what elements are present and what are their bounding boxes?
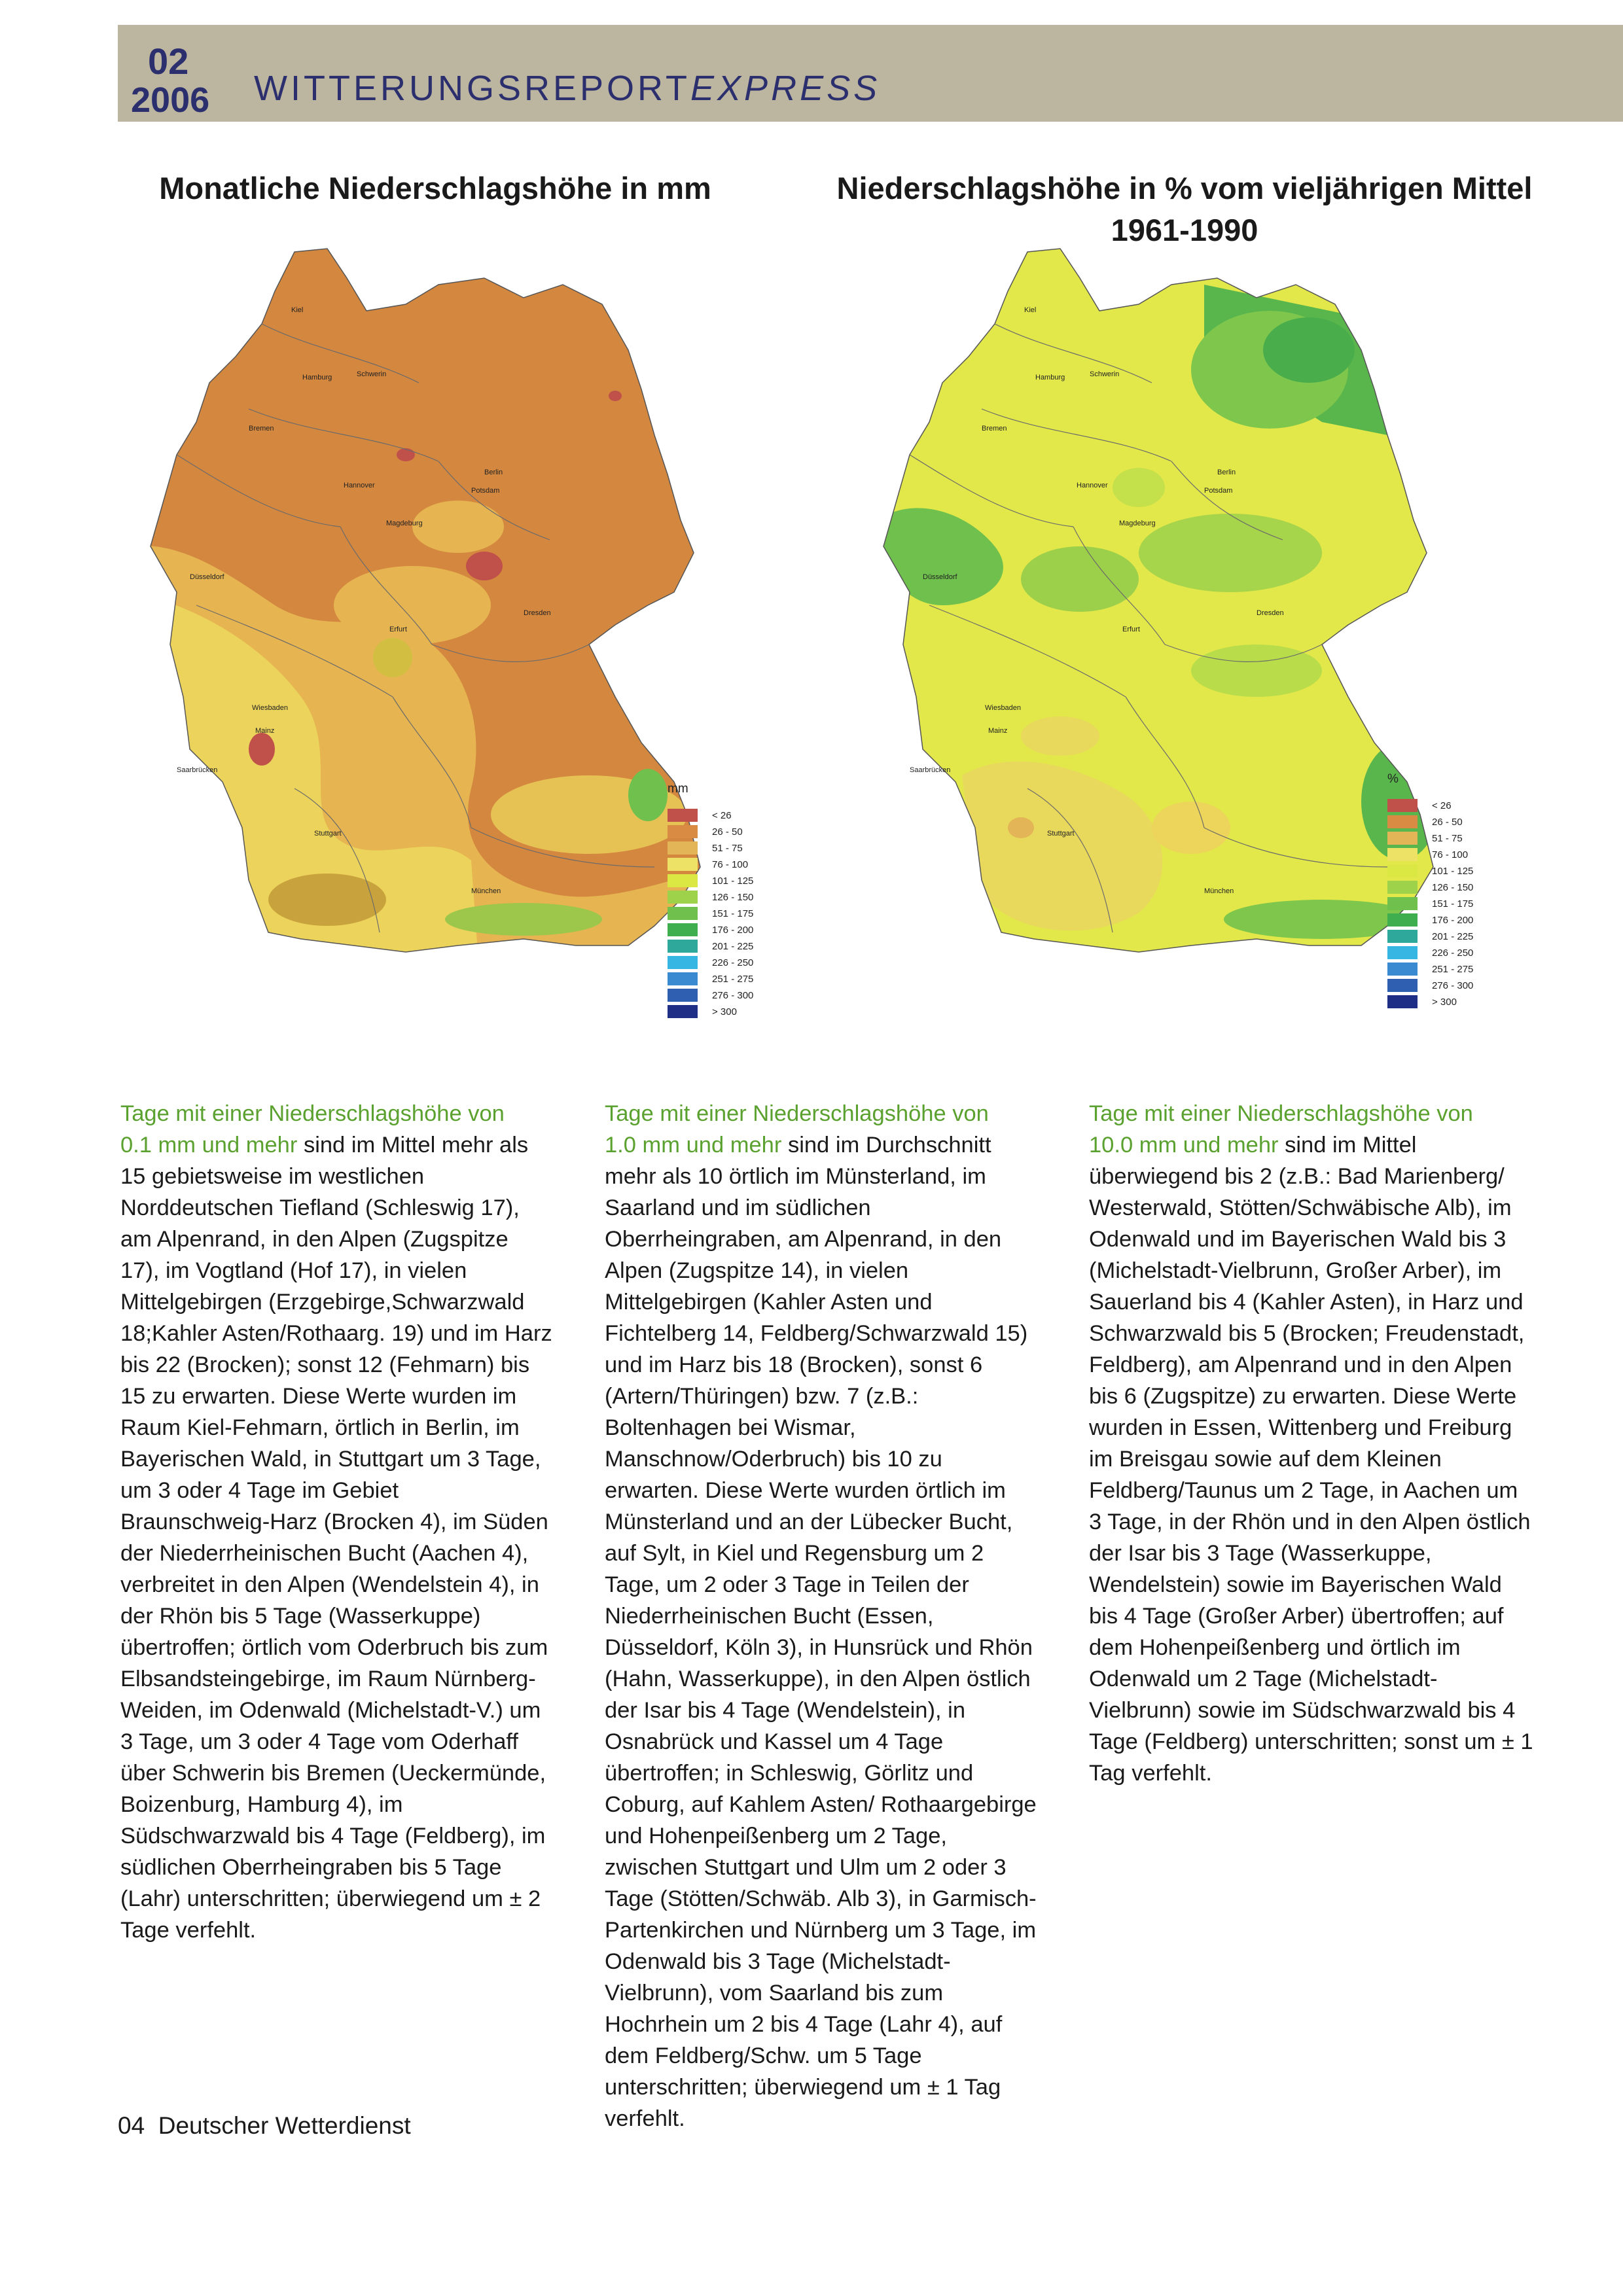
legend-mm [668, 782, 766, 1044]
legend-item [1387, 995, 1457, 1009]
legend-item [1387, 847, 1468, 862]
legend-swatch [668, 825, 698, 838]
column-heading-threshold: 0.1 mm und mehr [120, 1133, 298, 1157]
city-label: Stuttgart [314, 830, 342, 838]
publisher-name: Deutscher Wetterdienst [158, 2112, 411, 2139]
city-label: Potsdam [1204, 487, 1233, 495]
page-footer [118, 2112, 411, 2140]
city-label: Hamburg [1035, 374, 1065, 381]
legend-label: 276 - 300 [712, 989, 754, 1001]
issue-number: 02 [148, 41, 189, 82]
legend-swatch [1387, 799, 1418, 812]
column-body: sind im Durchschnitt mehr als 10 örtlich im Münsterland, im Saarland und im südlichen Oberrheingraben, am Alpenrand, in den Alpen (Zugspitze 14), in vielen Mittelgebirgen (Kahler Asten und Fichtelberg 14, Feldberg/Schwarzwald 15) und im Harz bis 18 (Brocken), sonst 6 (Artern/Thüringen) bzw. 7 (z.B.: Boltenhagen bei Wismar, Manschnow/Oderbruch) bis 10 zu erwarten. Diese Werte wurden örtlich im Münsterland und an der Lübecker Bucht, auf Sylt, in Kiel und Regensburg um 2 Tage, um 2 oder 3 Tage in Teilen der Niederrheinischen Bucht (Essen, Düsseldorf, Köln 3), in Hunsrück und Rhön (Hahn, Wasserkuppe), in den Alpen östlich der Isar bis 4 Tage (Wendelstein), in Osnabrück und Kassel um 4 Tage übertroffen; in Schleswig, Görlitz und Coburg, auf Kahlem Asten/ Rothaargebirge und Hohenpeißenberg um 2 Tage, zwischen Stuttgart und Ulm um 2 oder 3 Tage (Stötten/Schwäb. Alb 3), in Garmisch-Partenkirchen und Nürnberg um 3 Tage, im Odenwald bis 3 Tage (Michelstadt-Vielbrunn), vom Saarland bis zum Hochrhein um 2 bis 4 Tage (Lahr 4), auf dem Feldberg/Schw. um 5 Tage unterschritten; überwiegend um ± 1 Tag verfehlt. [605, 1133, 1037, 2131]
legend-swatch [1387, 848, 1418, 861]
city-label: Bremen [982, 425, 1007, 433]
city-label: Düsseldorf [190, 573, 224, 581]
legend-label: 26 - 50 [1432, 816, 1463, 828]
city-label: Wiesbaden [985, 704, 1022, 712]
column-body: sind im Mittel mehr als 15 gebietsweise im westlichen Norddeutschen Tiefland (Schleswig 17), am Alpenrand, in den Alpen (Zugspitze 17), im Vogtland (Hof 17), in vielen Mittelgebirgen (Erzgebirge,Schwarzwald 18;Kahler Asten/Rothaarg. 19) und im Harz bis 22 (Brocken); sonst 12 (Fehmarn) bis 15 zu erwarten. Diese Werte wurden im Raum Kiel-Fehmarn, örtlich in Berlin, im Bayerischen Wald, in Stuttgart um 3 Tage, um 3 oder 4 Tage im Gebiet Braunschweig-Harz (Brocken 4), im Süden der Niederrheinischen Bucht (Aachen 4), verbreitet in den Alpen (Wendelstein 4), in der Rhön bis 5 Tage (Wasserkuppe) übertroffen; örtlich vom Oderbruch bis zum Elbsandsteingebirge, im Raum Nürnberg-Weiden, im Odenwald (Michelstadt-V.) um 3 Tage, um 3 oder 4 Tage vom Oderhaff über Schwerin bis Bremen (Ueckermünde, Boizenburg, Hamburg 4), im Südschwarzwald bis 4 Tage (Feldberg), im südlichen Oberrheingraben bis 5 Tage (Lahr) unterschritten; überwiegend um ± 2 Tage verfehlt. [120, 1133, 552, 1943]
legend-item [668, 988, 753, 1002]
page-number: 04 [118, 2112, 145, 2139]
city-label: Wiesbaden [252, 704, 289, 712]
issue-year: 2006 [131, 80, 210, 120]
legend-label: 101 - 125 [1432, 865, 1474, 877]
legend-swatch [1387, 963, 1418, 976]
column-heading-threshold: 10.0 mm und mehr [1089, 1133, 1279, 1157]
city-label: Berlin [484, 468, 503, 476]
map-title-left: Monatliche Niederschlagshöhe in mm [159, 171, 711, 205]
legend-swatch [668, 940, 698, 953]
city-label: Magdeburg [386, 520, 423, 527]
city-label: München [1204, 887, 1234, 895]
city-label: Saarbrücken [177, 766, 218, 774]
legend-swatch [668, 891, 698, 904]
city-label: Hannover [1077, 482, 1108, 489]
legend-swatch [1387, 930, 1418, 943]
city-label: Düsseldorf [923, 573, 957, 581]
text-column-2 [605, 1098, 1037, 2134]
legend-swatch [668, 907, 698, 920]
legend-item [1387, 913, 1473, 927]
text-column-3 [1089, 1098, 1534, 1789]
legend-label: 76 - 100 [712, 858, 749, 870]
legend-label: > 300 [1432, 996, 1457, 1008]
city-label: Berlin [1217, 468, 1236, 476]
city-label: Saarbrücken [910, 766, 951, 774]
column-heading-threshold: 1.0 mm und mehr [605, 1133, 782, 1157]
legend-item [1387, 880, 1473, 894]
legend-label: < 26 [712, 809, 732, 821]
legend-swatch [1387, 995, 1418, 1008]
legend-swatch [1387, 913, 1418, 927]
legend-swatch [668, 841, 698, 855]
map-title-right-line1: Niederschlagshöhe in % vom vieljährigen Mittel [836, 171, 1533, 205]
legend-label: 126 - 150 [712, 891, 754, 903]
city-label: Magdeburg [1119, 520, 1156, 527]
legend-label: 51 - 75 [1432, 832, 1463, 844]
city-label: Dresden [524, 609, 551, 617]
legend-swatch [1387, 897, 1418, 910]
legend-label: 251 - 275 [1432, 963, 1474, 975]
legend-label: < 26 [1432, 800, 1452, 811]
legend-swatch [668, 989, 698, 1002]
city-label: Potsdam [471, 487, 500, 495]
legend-label: 276 - 300 [1432, 980, 1474, 991]
column-heading: Tage mit einer Niederschlagshöhe von [605, 1101, 989, 1126]
legend-unit: % [1387, 772, 1399, 786]
legend-swatch [668, 956, 698, 969]
city-label: Schwerin [357, 370, 387, 378]
legend-label: 226 - 250 [712, 957, 754, 968]
legend-item [1387, 945, 1473, 960]
city-label: Erfurt [389, 626, 407, 633]
legend-item [1387, 896, 1473, 911]
column-heading: Tage mit einer Niederschlagshöhe von [120, 1101, 505, 1126]
legend-swatch [668, 972, 698, 985]
column-body: sind im Mittel überwiegend bis 2 (z.B.: Bad Marienberg/ Westerwald, Stötten/Schwäbische Alb), im Odenwald und im Bayerischen Wald bis 3 (Michelstadt-Vielbrunn, Großer Arber), im Sauerland bis 4 (Kahler Asten), in Harz und Schwarzwald bis 5 (Brocken; Freudenstadt, Feldberg), am Alpenrand und in den Alpen bis 6 (Zugspitze) zu erwarten. Diese Werte wurden in Essen, Wittenberg und Freiburg im Breisgau sowie auf dem Kleinen Feldberg/Taunus um 2 Tage, in Aachen um 3 Tage, in der Rhön und in den Alpen östlich der Isar bis 3 Tage (Wasserkuppe, Wendelstein) sowie im Bayerischen Wald bis 4 Tage (Großer Arber) übertroffen; auf dem Hohenpeißenberg und örtlich im Odenwald um 2 Tage (Michelstadt-Vielbrunn) sowie im Südschwarzwald bis 4 Tage (Feldberg) unterschritten; sonst um ± 1 Tag verfehlt. [1089, 1133, 1533, 1786]
legend-percent [1387, 772, 1486, 1034]
city-label: Stuttgart [1047, 830, 1075, 838]
legend-swatch [668, 923, 698, 936]
report-title-main: WITTERUNGSREPORT [254, 69, 691, 108]
legend-item [668, 955, 753, 970]
legend-label: 26 - 50 [712, 826, 743, 838]
city-label: Mainz [988, 727, 1008, 735]
legend-item [668, 857, 748, 872]
legend-swatch [1387, 864, 1418, 877]
city-label: Kiel [291, 306, 304, 314]
legend-item [668, 1004, 737, 1019]
city-label: Schwerin [1090, 370, 1120, 378]
legend-item [1387, 929, 1473, 944]
legend-item [668, 923, 753, 937]
report-title [254, 71, 880, 106]
legend-item [668, 824, 743, 839]
map-title-right-line2: 1961-1990 [1111, 213, 1258, 247]
city-label: München [471, 887, 501, 895]
text-column-1 [120, 1098, 552, 1946]
report-title-suffix: EXPRESS [690, 69, 881, 108]
legend-swatch [668, 1005, 698, 1018]
legend-item [668, 808, 732, 822]
column-heading: Tage mit einer Niederschlagshöhe von [1089, 1101, 1473, 1126]
legend-item [668, 939, 753, 953]
legend-swatch [1387, 832, 1418, 845]
city-label: Dresden [1257, 609, 1284, 617]
legend-label: 151 - 175 [1432, 898, 1474, 910]
legend-label: 126 - 150 [1432, 881, 1474, 893]
city-label: Kiel [1024, 306, 1037, 314]
legend-label: 201 - 225 [1432, 930, 1474, 942]
legend-label: 226 - 250 [1432, 947, 1474, 959]
legend-swatch [1387, 979, 1418, 992]
legend-item [1387, 978, 1473, 993]
legend-item [668, 890, 753, 904]
legend-item [1387, 864, 1473, 878]
city-label: Erfurt [1122, 626, 1140, 633]
legend-label: 51 - 75 [712, 842, 743, 854]
legend-label: 101 - 125 [712, 875, 754, 887]
city-label: Hamburg [302, 374, 332, 381]
legend-label: 176 - 200 [1432, 914, 1474, 926]
city-label: Mainz [255, 727, 275, 735]
legend-item [1387, 831, 1463, 845]
legend-swatch [668, 809, 698, 822]
legend-label: 251 - 275 [712, 973, 754, 985]
legend-swatch [668, 874, 698, 887]
legend-unit: mm [668, 782, 688, 796]
legend-swatch [1387, 815, 1418, 828]
legend-item [668, 841, 743, 855]
legend-swatch [668, 858, 698, 871]
legend-item [1387, 962, 1473, 976]
legend-label: 201 - 225 [712, 940, 754, 952]
legend-swatch [1387, 946, 1418, 959]
city-label: Bremen [249, 425, 274, 433]
legend-label: > 300 [712, 1006, 737, 1017]
legend-label: 76 - 100 [1432, 849, 1469, 860]
legend-item [668, 906, 753, 921]
legend-item [1387, 815, 1463, 829]
legend-label: 151 - 175 [712, 908, 754, 919]
legend-item [1387, 798, 1452, 813]
city-label: Hannover [344, 482, 375, 489]
legend-item [668, 972, 753, 986]
legend-item [668, 874, 753, 888]
legend-label: 176 - 200 [712, 924, 754, 936]
legend-swatch [1387, 881, 1418, 894]
